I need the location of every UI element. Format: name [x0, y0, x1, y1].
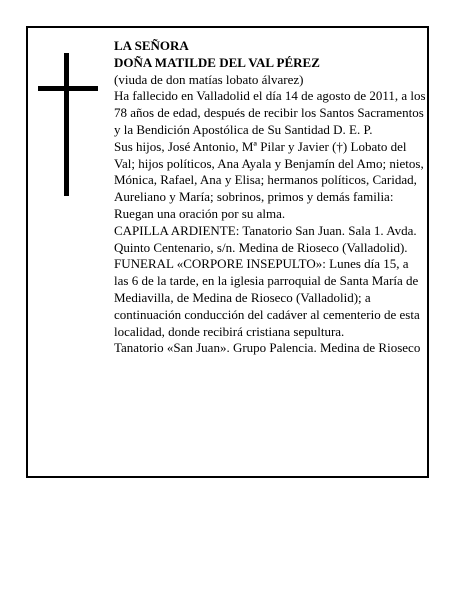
- death-paragraph: Ha fallecido en Valladolid el día 14 de agosto de 2011, a los 78 años de edad, después de recibir los Santos Sacramentos y la Bendición Apostólica de Su Santidad D. E. P.: [114, 88, 426, 137]
- notice-text: [114, 38, 426, 357]
- cross-horizontal-bar: [38, 86, 98, 91]
- funeral-home-line: Tanatorio «San Juan». Grupo Palencia. Medina de Rioseco: [114, 340, 421, 356]
- family-paragraph: Sus hijos, José Antonio, Mª Pilar y Javier (†) Lobato del Val; hijos políticos, Ana Ayala y Benjamín del Amo; nietos, Mónica, Rafael, Ana y Elisa; hermanos políticos, Caridad, Aureliano y María; sobrinos, primos y demás familia:: [114, 138, 424, 205]
- prayer-line: Ruegan una oración por su alma.: [114, 205, 286, 221]
- widow-of-line: (viuda de don matías lobato álvarez): [114, 71, 304, 87]
- cross-icon: [38, 53, 98, 196]
- cross-vertical-bar: [64, 53, 69, 196]
- chapel-paragraph: CAPILLA ARDIENTE: Tanatorio San Juan. Sala 1. Avda. Quinto Centenario, s/n. Medina de Rioseco (Valladolid).: [114, 222, 417, 255]
- deceased-name: DOÑA MATILDE DEL VAL PÉREZ: [114, 54, 320, 70]
- notice-title: LA SEÑORA: [114, 38, 189, 53]
- funeral-paragraph: FUNERAL «CORPORE INSEPULTO»: Lunes día 15, a las 6 de la tarde, en la iglesia parroquial de Santa María de Mediavilla, de Medina de Rioseco (Valladolid); a continuación conducción del cadáver al cementerio de esta localidad, donde recibirá cristiana sepultura.: [114, 256, 420, 339]
